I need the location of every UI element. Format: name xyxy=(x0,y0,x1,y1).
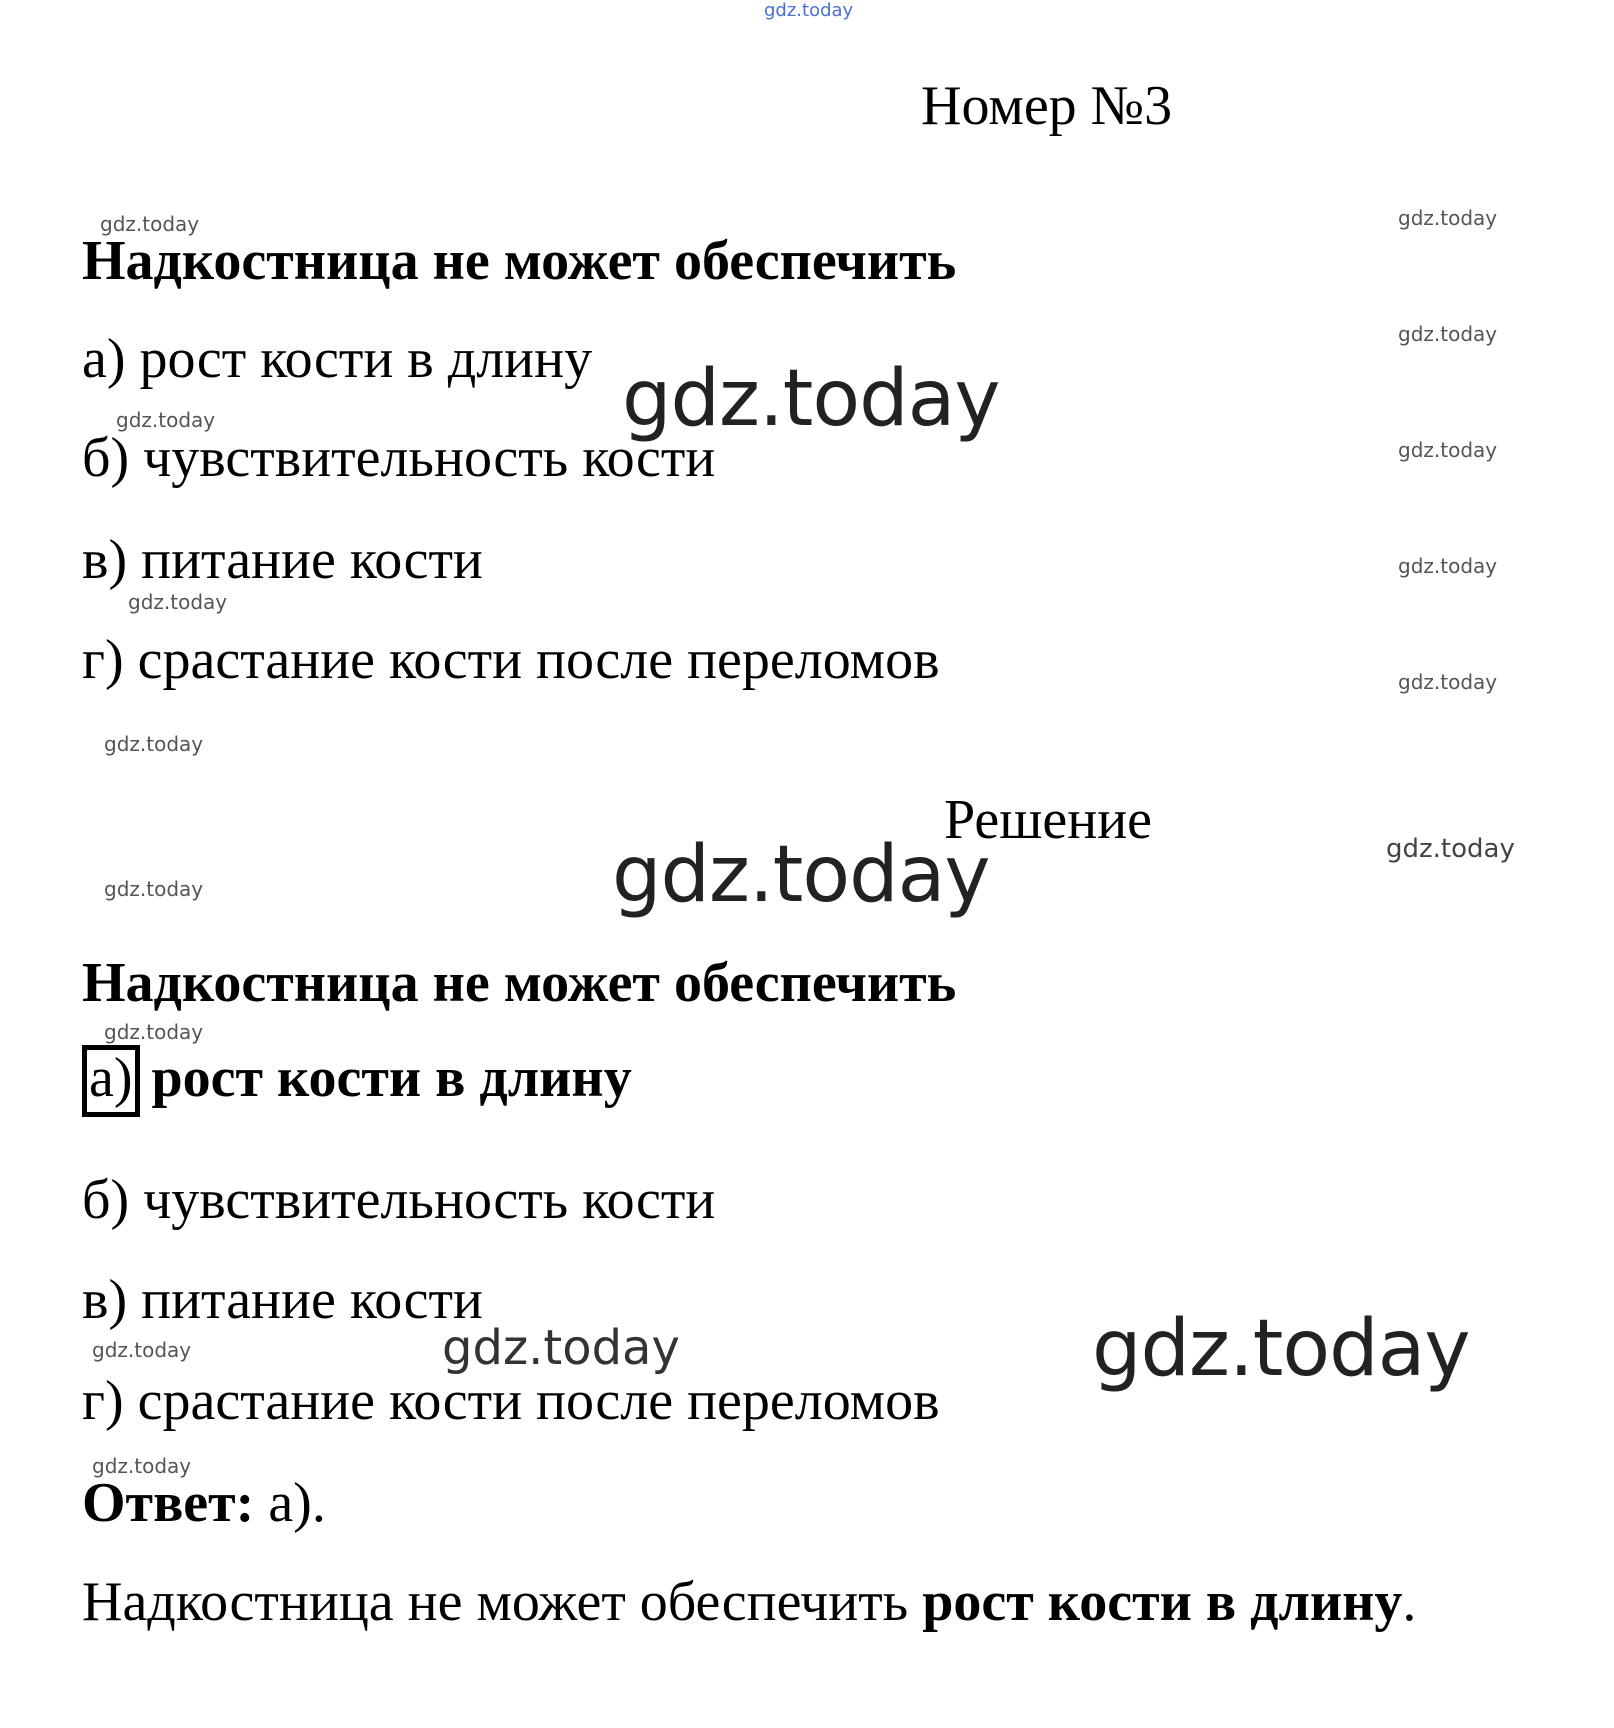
watermark-small: gdz.today xyxy=(92,1454,192,1478)
question-option-a xyxy=(82,328,593,390)
watermark-small: gdz.today xyxy=(104,877,204,901)
option-label: г) xyxy=(82,1370,124,1432)
watermark-small: gdz.today xyxy=(1398,206,1498,230)
watermark-small: gdz.today xyxy=(128,590,228,614)
watermark-small: gdz.today xyxy=(104,1020,204,1044)
question-option-c xyxy=(82,529,483,591)
option-label: б) xyxy=(82,1169,130,1231)
answer-label: Ответ: xyxy=(82,1472,255,1534)
conclusion-line xyxy=(82,1571,1417,1633)
option-text: рост кости в длину xyxy=(139,328,593,390)
conclusion-prefix: Надкостница не может обеспечить xyxy=(82,1571,909,1633)
watermark-large: gdz.today xyxy=(622,354,1000,444)
solution-heading: Решение xyxy=(944,789,1153,851)
question-option-b xyxy=(82,427,716,489)
solution-option-a-selected xyxy=(82,1045,632,1117)
answer-line xyxy=(82,1472,326,1534)
option-text: питание кости xyxy=(141,1269,483,1331)
solution-option-d xyxy=(82,1370,940,1432)
conclusion-suffix: . xyxy=(1402,1571,1417,1633)
watermark-small: gdz.today xyxy=(1398,554,1498,578)
conclusion-bold: рост кости в длину xyxy=(922,1571,1403,1633)
watermark-top: gdz.today xyxy=(764,0,854,21)
watermark-small: gdz.today xyxy=(104,732,204,756)
watermark-small: gdz.today xyxy=(1398,670,1498,694)
solution-option-c xyxy=(82,1269,483,1331)
solution-option-b xyxy=(82,1169,716,1231)
watermark-small: gdz.today xyxy=(1398,438,1498,462)
option-label: в) xyxy=(82,529,128,591)
option-label: а) xyxy=(82,328,126,390)
option-text: срастание кости после переломов xyxy=(137,1370,940,1432)
option-label: б) xyxy=(82,427,130,489)
page-title: Номер №3 xyxy=(921,75,1173,137)
watermark-medium: gdz.today xyxy=(1386,834,1515,864)
watermark-small: gdz.today xyxy=(100,212,200,236)
option-text: срастание кости после переломов xyxy=(137,629,940,691)
answer-value: а). xyxy=(268,1472,326,1534)
solution-stem: Надкостница не может обеспечить xyxy=(82,952,957,1014)
option-label: г) xyxy=(82,629,124,691)
watermark-large: gdz.today xyxy=(1092,1304,1470,1394)
selected-option-box: а) xyxy=(82,1045,140,1117)
watermark-small: gdz.today xyxy=(92,1338,192,1362)
watermark-large: gdz.today xyxy=(442,1320,680,1376)
option-text: чувствительность кости xyxy=(143,1169,716,1231)
question-stem: Надкостница не может обеспечить xyxy=(82,230,957,292)
option-text: рост кости в длину xyxy=(151,1047,632,1109)
question-option-d xyxy=(82,629,940,691)
option-text: чувствительность кости xyxy=(143,427,716,489)
watermark-small: gdz.today xyxy=(116,408,216,432)
watermark-large: gdz.today xyxy=(612,830,990,920)
option-label: в) xyxy=(82,1269,128,1331)
option-text: питание кости xyxy=(141,529,483,591)
watermark-small: gdz.today xyxy=(1398,322,1498,346)
